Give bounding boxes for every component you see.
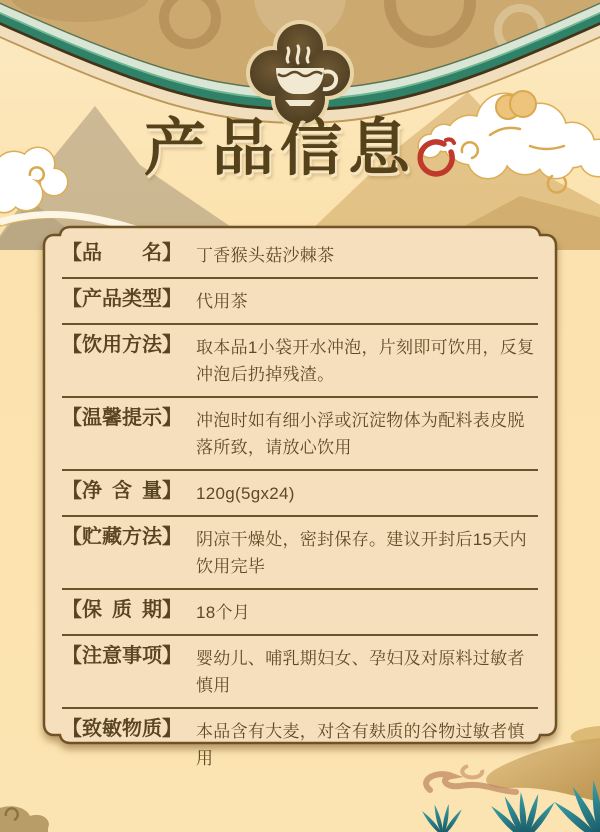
- row-label: 【致敏物质】: [62, 718, 182, 740]
- row-value: 冲泡时如有细小浮或沉淀物体为配料表皮脱落所致，请放心饮用: [196, 411, 525, 457]
- table-row-allergens: [62, 709, 538, 780]
- table-row-net-content: [62, 471, 538, 517]
- table-row-product-type: [62, 279, 538, 325]
- table-row-precautions: [62, 636, 538, 709]
- row-value: 18个月: [196, 603, 251, 622]
- row-label: 【品名】: [62, 242, 182, 264]
- product-info-card: [42, 225, 558, 768]
- row-value: 丁香猴头菇沙棘茶: [196, 246, 335, 265]
- table-row-warm-tips: [62, 398, 538, 471]
- row-value: 代用茶: [196, 292, 248, 311]
- row-label: 【净含量】: [62, 480, 182, 502]
- page-title: 产品信息: [143, 114, 416, 183]
- cloud-decoration-bottom-left: [0, 806, 49, 832]
- row-label: 【温馨提示】: [62, 407, 182, 429]
- table-row-drinking-method: [62, 325, 538, 398]
- row-value: 取本品1小袋开水冲泡，片刻即可饮用，反复冲泡后扔掉残渣。: [196, 338, 535, 384]
- row-label: 【产品类型】: [62, 288, 182, 310]
- table-row-storage-method: [62, 517, 538, 590]
- table-row-shelf-life: [62, 590, 538, 636]
- row-value: 阴凉干燥处，密封保存。建议开封后15天内饮用完毕: [196, 530, 527, 576]
- row-label: 【贮藏方法】: [62, 526, 182, 548]
- row-label: 【保质期】: [62, 599, 182, 621]
- table-row-product-name: [62, 233, 538, 279]
- row-value: 婴幼儿、哺乳期妇女、孕妇及对原料过敏者慎用: [196, 649, 525, 695]
- product-table: [42, 225, 558, 784]
- row-label: 【饮用方法】: [62, 334, 182, 356]
- row-value: 120g(5gx24): [196, 484, 295, 503]
- row-value: 本品含有大麦，对含有麸质的谷物过敏者慎用: [196, 722, 525, 768]
- row-label: 【注意事项】: [62, 645, 182, 667]
